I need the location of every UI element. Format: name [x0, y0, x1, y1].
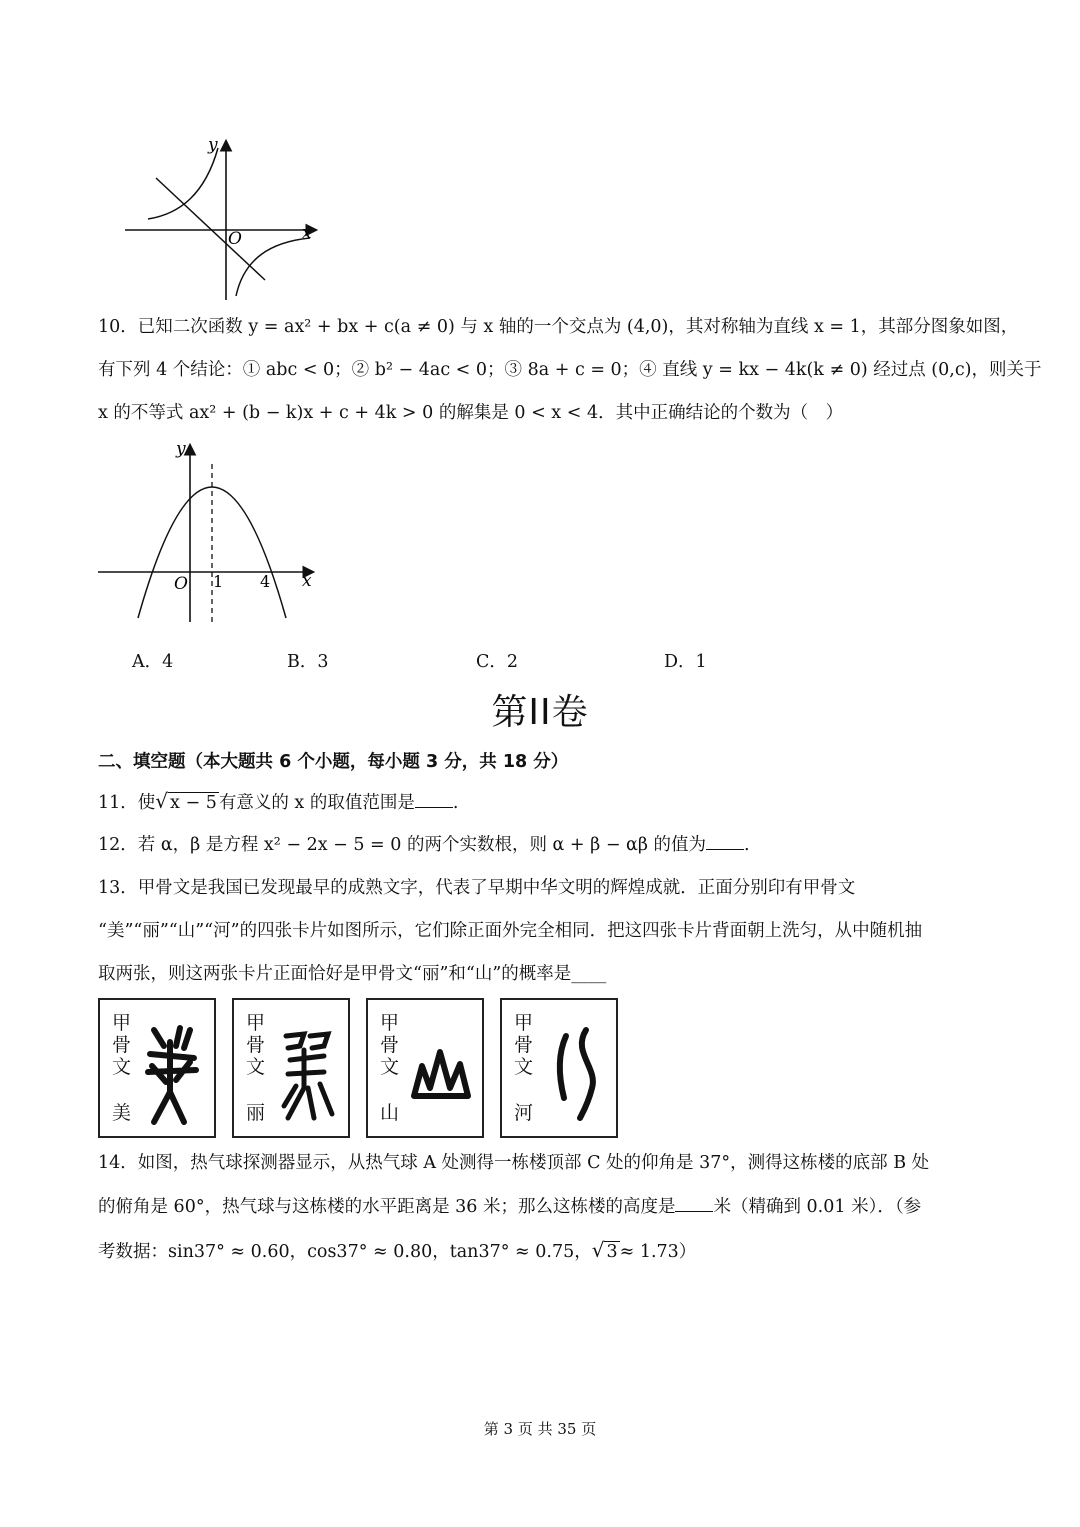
q14-line3a: 考数据：sin37° ≈ 0.60，cos37° ≈ 0.80，tan37° ≈ 0.75， — [98, 1242, 592, 1262]
card-name: 河 — [514, 1102, 534, 1124]
card-mei — [98, 998, 216, 1138]
oracle-glyph-li-icon — [274, 1022, 340, 1128]
tick-label-1: 1 — [213, 572, 224, 591]
oracle-glyph-shan-icon — [408, 1022, 474, 1128]
section-title: 第II卷 — [491, 692, 589, 733]
card-he — [500, 998, 618, 1138]
q11-radicand: x − 5 — [170, 793, 217, 813]
q11-end: . — [452, 793, 459, 813]
q14-blank — [675, 1197, 713, 1212]
card-label: 甲 骨 文 — [380, 1012, 400, 1078]
q14-line3: 考数据：sin37° ≈ 0.60，cos37° ≈ 0.80，tan37° ≈ 0.75，√ 3 ≈ 1.73） — [98, 1238, 697, 1262]
q14-line2b: 米（精确到 0.01 米）．（参 — [713, 1197, 922, 1217]
straight-line — [156, 178, 265, 280]
x-axis-label: x — [302, 223, 312, 243]
q12-end: . — [744, 835, 750, 855]
q14-line2 — [98, 1196, 921, 1218]
graph-parabola — [96, 436, 326, 626]
origin-label: O — [174, 574, 188, 594]
hyperbola-branch-right — [236, 238, 310, 296]
q12 — [98, 834, 750, 856]
q14-line1: 14．如图，热气球探测器显示，从热气球 A 处测得一栋楼顶部 C 处的仰角是 37°，测得这栋楼的底部 B 处 — [98, 1153, 930, 1173]
q13-line3: 取两张，则这两张卡片正面恰好是甲骨文“丽”和“山”的概率是____ — [98, 964, 607, 984]
q11-suffix: 有意义的 x 的取值范围是 — [218, 793, 415, 813]
q14-line2a: 的俯角是 60°，热气球与这栋楼的水平距离是 36 米；那么这栋楼的高度是 — [98, 1197, 676, 1217]
hyperbola-branch-left — [148, 148, 218, 219]
option-c: C．2 — [476, 652, 519, 672]
card-name: 山 — [380, 1102, 400, 1124]
q12-text: 12．若 α，β 是方程 x² − 2x − 5 = 0 的两个实数根，则 α + β − αβ 的值为 — [98, 835, 707, 855]
x-axis-label: x — [302, 571, 312, 591]
q14-radicand: 3 — [606, 1242, 618, 1262]
card-name: 美 — [112, 1102, 132, 1124]
q10-line3: x 的不等式 ax² + (b − k)x + c + 4k > 0 的解集是 0 < x < 4．其中正确结论的个数为（ ） — [98, 403, 844, 423]
card-label: 甲 骨 文 — [112, 1012, 132, 1078]
option-a: A．4 — [132, 652, 174, 672]
option-d: D．1 — [664, 652, 707, 672]
q12-blank — [706, 835, 744, 850]
card-shan — [366, 998, 484, 1138]
q13-line1: 13．甲骨文是我国已发现最早的成熟文字，代表了早期中华文明的辉煌成就．正面分别印有甲骨文 — [98, 878, 856, 898]
option-b: B．3 — [287, 652, 329, 672]
graph-hyperbola-line — [120, 134, 330, 304]
q11-blank — [415, 793, 453, 808]
page-footer: 第 3 页 共 35 页 — [483, 1420, 597, 1438]
q11: 11．使√ x − 5 有意义的 x 的取值范围是 . — [98, 789, 459, 813]
q14-line3b: ≈ 1.73） — [619, 1242, 697, 1262]
card-label: 甲 骨 文 — [514, 1012, 534, 1078]
q10-line1: 10．已知二次函数 y = ax² + bx + c(a ≠ 0) 与 x 轴的一个交点为 (4,0)，其对称轴为直线 x = 1，其部分图象如图， — [98, 317, 1019, 337]
q11-prefix: 11．使 — [98, 793, 156, 813]
section2-heading: 二、填空题（本大题共 6 个小题，每小题 3 分，共 18 分） — [98, 752, 569, 772]
tick-label-4: 4 — [260, 572, 271, 591]
y-axis-label: y — [176, 439, 186, 459]
card-name: 丽 — [246, 1102, 266, 1124]
parabola-curve — [138, 487, 286, 618]
card-li — [232, 998, 350, 1138]
q13-line2: “美”“丽”“山”“河”的四张卡片如图所示，它们除正面外完全相同．把这四张卡片背面朝上洗匀，从中随机抽 — [98, 921, 923, 941]
card-label: 甲 骨 文 — [246, 1012, 266, 1078]
oracle-glyph-mei-icon — [140, 1022, 206, 1128]
q10-line2: 有下列 4 个结论：① abc < 0；② b² − 4ac < 0；③ 8a + c = 0；④ 直线 y = kx − 4k(k ≠ 0) 经过点 (0,c)，则关于 — [98, 360, 1042, 380]
y-axis-label: y — [208, 135, 218, 155]
oracle-glyph-he-icon — [542, 1022, 608, 1128]
origin-label: O — [228, 229, 242, 249]
